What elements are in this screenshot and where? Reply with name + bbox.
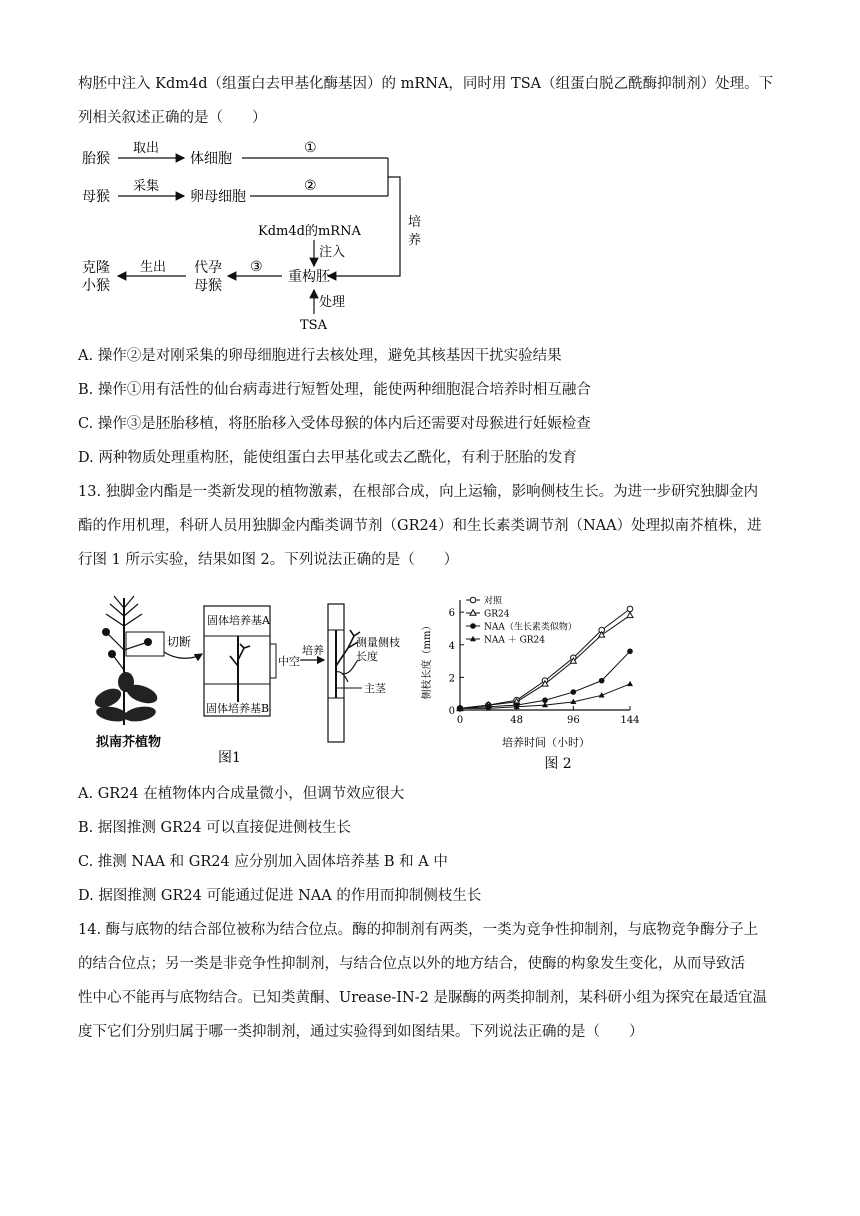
fig2-caption: 图 2 — [544, 756, 572, 772]
inject-label: 注入 — [319, 245, 346, 260]
chart-data-point — [627, 681, 633, 686]
q14-line-4: 度下它们分别归属于哪一类抑制剂，通过实验得到如图结果。下列说法正确的是（ ） — [78, 1024, 644, 1040]
surrogate-label-2: 母猴 — [194, 278, 222, 294]
figure-1-diagram — [92, 590, 432, 770]
chart-legend-label: 对照 — [484, 596, 503, 607]
chart-x-tick-label: 144 — [620, 715, 640, 726]
culture-label-fig1: 培养 — [302, 644, 324, 657]
measure-label-2: 长度 — [356, 650, 378, 663]
chart-legend-label: NAA ＋ GR24 — [484, 635, 546, 646]
main-stem-label: 主茎 — [364, 682, 386, 695]
somatic-cell-label: 体细胞 — [190, 151, 232, 167]
culture-label-2: 养 — [408, 233, 422, 248]
q12-option-a: A. 操作②是对刚采集的卵母细胞进行去核处理，避免其核基因干扰实验结果 — [78, 348, 562, 364]
fig1-caption: 图1 — [218, 750, 241, 766]
culture-label-1: 培 — [408, 215, 422, 230]
cut-label: 切断 — [167, 635, 192, 649]
q13-option-a: A. GR24 在植物体内合成量微小，但调节效应很大 — [78, 786, 405, 802]
collect-label: 采集 — [133, 179, 160, 194]
step3-marker: ③ — [250, 259, 263, 275]
oocyte-label: 卵母细胞 — [190, 189, 246, 205]
chart-legend-marker — [470, 623, 476, 629]
chart-x-tick-label: 48 — [510, 715, 524, 726]
clone-label-1: 克隆 — [82, 260, 110, 276]
chart-data-point — [627, 606, 633, 612]
chart-legend-marker — [470, 597, 476, 603]
chart-y-tick-label: 2 — [448, 673, 455, 685]
plant-label: 拟南芥植物 — [96, 735, 162, 750]
chart-y-tick-label: 4 — [448, 640, 455, 652]
step2-marker: ② — [304, 178, 317, 194]
mother-monkey-label: 母猴 — [82, 189, 110, 205]
q12-stem-line-1: 构胚中注入 Kdm4d（组蛋白去甲基化酶基因）的 mRNA，同时用 TSA（组蛋白脱乙酰酶抑制剂）处理。下 — [78, 76, 774, 92]
chart-legend-label: NAA（生长素类似物） — [484, 622, 577, 633]
chart-x-tick-label: 96 — [566, 715, 580, 726]
q13-option-c: C. 推测 NAA 和 GR24 应分别加入固体培养基 B 和 A 中 — [78, 854, 448, 870]
q13-stem-line-2: 酯的作用机理，科研人员用独脚金内酯类调节剂（GR24）和生长素类调节剂（NAA）处理拟南芥植株，进 — [78, 518, 762, 534]
chart-data-point — [627, 648, 633, 654]
q13-option-b: B. 据图推测 GR24 可以直接促进侧枝生长 — [78, 820, 352, 836]
q14-line-3: 性中心不能再与底物结合。已知类黄酮、Urease-IN-2 是脲酶的两类抑制剂，某科研小组为探究在最适宜温 — [78, 990, 767, 1006]
chart-data-point — [627, 612, 633, 617]
chart-data-point — [571, 689, 577, 695]
q13-stem-line-1: 13. 独脚金内酯是一类新发现的植物激素，在根部合成，向上运输，影响侧枝生长。为进一步研究独脚金内 — [78, 484, 759, 500]
medium-b-label: 固体培养基B — [206, 702, 270, 715]
treat-label: 处理 — [319, 295, 346, 310]
chart-x-axis-label: 培养时间（小时） — [502, 736, 590, 749]
q12-option-d: D. 两种物质处理重构胚，能使组蛋白去甲基化或去乙酰化，有利于胚胎的发育 — [78, 450, 577, 466]
clone-label-2: 小猴 — [82, 278, 110, 294]
take-out-label: 取出 — [133, 141, 160, 156]
measure-label-1: 测量侧枝 — [356, 636, 400, 649]
fetal-monkey-label: 胎猴 — [82, 151, 110, 167]
reconstructed-embryo-label: 重构胚 — [288, 269, 330, 285]
q12-option-b: B. 操作①用有活性的仙台病毒进行短暂处理，能使两种细胞混合培养时相互融合 — [78, 382, 591, 398]
chart-y-tick-label: 0 — [448, 706, 455, 717]
cut-arrow — [164, 652, 202, 658]
q12-stem-line-2: 列相关叙述正确的是（ ） — [78, 110, 267, 126]
chart-y-axis-label: 侧枝长度（mm） — [422, 620, 433, 700]
chart-x-tick-label: 0 — [456, 715, 464, 726]
chart-y-tick-label: 6 — [448, 608, 455, 620]
hollow-label: 中空 — [278, 655, 300, 668]
q13-option-d: D. 据图推测 GR24 可能通过促进 NAA 的作用而抑制侧枝生长 — [78, 888, 482, 904]
step1-marker: ① — [304, 140, 317, 156]
q14-line-1: 14. 酶与底物的结合部位被称为结合位点。酶的抑制剂有两类，一类为竞争性抑制剂，与底物竞争酶分子上 — [78, 922, 759, 938]
surrogate-label-1: 代孕 — [194, 260, 222, 276]
q14-line-2: 的结合位点；另一类是非竞争性抑制剂，与结合位点以外的地方结合，使酶的构象发生变化，从而导致活 — [78, 956, 745, 972]
kdm4d-mrna-label: Kdm4d的mRNA — [258, 224, 361, 239]
cloning-flow-diagram — [78, 134, 438, 334]
chart-data-point — [599, 678, 605, 684]
arabidopsis-plant-illustration — [92, 596, 160, 725]
tsa-label: TSA — [300, 318, 327, 333]
born-label: 生出 — [140, 260, 167, 275]
q13-stem-line-3: 行图 1 所示实验，结果如图 2。下列说法正确的是（ ） — [78, 552, 459, 568]
chart-legend-label: GR24 — [484, 609, 510, 620]
q12-option-c: C. 操作③是胚胎移植，将胚胎移入受体母猴的体内后还需要对母猴进行妊娠检查 — [78, 416, 591, 432]
medium-a-label: 固体培养基A — [207, 614, 270, 627]
figure-2-line-chart — [420, 590, 650, 776]
